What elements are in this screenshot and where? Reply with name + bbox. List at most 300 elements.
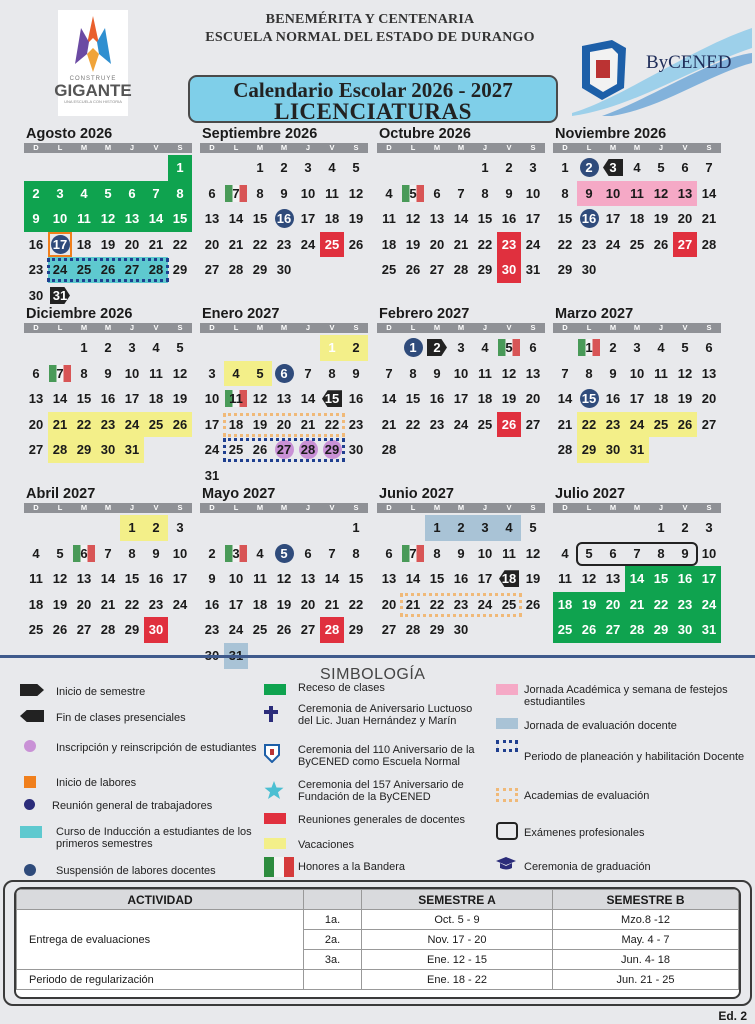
calendar-day: 22: [577, 412, 601, 438]
calendar-day: 23: [96, 412, 120, 438]
calendar-day: 23: [601, 412, 625, 438]
calendar-day: 20: [204, 236, 220, 252]
calendar-day: 14: [625, 566, 649, 592]
calendar-day: 4: [256, 545, 264, 561]
calendar-day: 14: [228, 211, 244, 227]
calendar-day: 1: [80, 340, 88, 355]
month-name: Diciembre 2026: [26, 306, 133, 322]
calendar-day: 30: [276, 262, 292, 278]
day-header: S: [706, 503, 712, 512]
day-header: V: [329, 503, 335, 512]
legend-label: Ceremonia del 157 Aniversario de Fundación de la ByCENED: [298, 779, 464, 803]
day-header: S: [353, 323, 359, 332]
calendar-day: 15: [429, 571, 445, 587]
calendar-day: 2: [425, 335, 449, 361]
calendar-day: 17: [204, 416, 220, 432]
month-name: Abril 2027: [26, 486, 96, 502]
day-header: D: [209, 323, 215, 332]
day-header: M: [433, 323, 441, 332]
calendar-day: 20: [601, 592, 625, 618]
calendar-day: 29: [348, 622, 364, 638]
calendar-day: 26: [653, 236, 669, 252]
calendar-day: 17: [477, 571, 493, 587]
calendar-day: 14: [52, 391, 68, 407]
calendar-day: 27: [701, 416, 717, 432]
calendar-day: 10: [48, 206, 72, 232]
calendar-day: 3: [128, 340, 136, 355]
calendar-day: 19: [276, 596, 292, 612]
calendar-day: 15: [649, 566, 673, 592]
legend-label: Jornada de evaluación docente: [524, 720, 677, 732]
calendar-day: 16: [673, 566, 697, 592]
calendar-day: 5: [272, 541, 296, 567]
month-0: [24, 126, 192, 309]
table-header-number: [304, 890, 362, 910]
day-header: V: [682, 323, 688, 332]
calendar-day: 3: [208, 365, 216, 381]
calendar-day: 24: [453, 416, 469, 432]
calendar-day: 26: [96, 257, 120, 283]
day-header: L: [586, 143, 592, 152]
calendar-day: 4: [224, 361, 248, 387]
calendar-day: 10: [629, 365, 645, 381]
calendar-day: 1: [168, 155, 192, 181]
calendar-day: 16: [148, 571, 164, 587]
arrow-left-icon: [20, 710, 44, 722]
calendar-day: 10: [204, 391, 220, 407]
calendar-day: 18: [497, 566, 521, 592]
calendar-day: 6: [72, 541, 96, 567]
calendar-day: 5: [96, 181, 120, 207]
calendar-day: 16: [28, 236, 44, 252]
star-icon: [264, 781, 284, 804]
day-header: J: [658, 503, 664, 512]
calendar-day: 19: [653, 211, 669, 227]
calendar-day: 19: [348, 211, 364, 227]
calendar-day: 22: [124, 596, 140, 612]
day-header: V: [506, 503, 512, 512]
calendar-day: 28: [453, 262, 469, 278]
calendar-day: 19: [677, 391, 693, 407]
day-header: M: [433, 143, 441, 152]
calendar-day: 17: [172, 571, 188, 587]
day-header: L: [233, 323, 239, 332]
month-name: Enero 2027: [202, 306, 280, 322]
calendar-day: 20: [276, 416, 292, 432]
calendar-day: 4: [32, 545, 40, 561]
day-grid: [377, 515, 545, 643]
legend-label: Academias de evaluación: [524, 790, 650, 802]
calendar-day: 6: [304, 545, 312, 561]
day-header: D: [33, 323, 39, 332]
calendar-day: 26: [673, 412, 697, 438]
calendar-day: 18: [553, 592, 577, 618]
calendar-day: 22: [324, 416, 340, 432]
legend-label: Inicio de labores: [56, 777, 137, 789]
calendar-day: 8: [352, 545, 360, 561]
calendar-day: 26: [577, 617, 601, 643]
table-row: [17, 970, 739, 990]
day-header: M: [80, 323, 88, 332]
day-header-row: [24, 323, 192, 333]
day-header-row: [200, 323, 368, 333]
day-header: J: [482, 143, 488, 152]
rounded-box-icon: [496, 822, 518, 840]
day-header: S: [177, 143, 183, 152]
calendar-day: 7: [385, 365, 393, 381]
calendar-day: 10: [453, 365, 469, 381]
calendar-day: 27: [28, 442, 44, 458]
day-header-row: [553, 503, 721, 513]
legend-label: Ceremonia del 110 Aniversario de la ByCENED como Escuela Normal: [298, 744, 475, 768]
calendar-day: 11: [29, 571, 43, 587]
calendar-day: 27: [381, 622, 397, 638]
calendar-day: 15: [76, 391, 92, 407]
month-11: [553, 486, 721, 643]
calendar-day: 24: [48, 257, 72, 283]
calendar-day: 9: [280, 185, 288, 201]
calendar-day: 9: [681, 545, 689, 561]
legend-label: Inicio de semestre: [56, 686, 146, 698]
calendar-day: 13: [76, 571, 92, 587]
calendar-day: 16: [453, 571, 469, 587]
calendar-day: 12: [276, 571, 292, 587]
divider: [0, 655, 755, 658]
day-header: M: [609, 143, 617, 152]
calendar-day: 29: [172, 262, 188, 278]
calendar-day: 19: [52, 596, 68, 612]
calendar-day: 20: [525, 391, 541, 407]
legend-title: SIMBOLOGÍA: [320, 666, 426, 683]
calendar-day: 6: [681, 160, 689, 175]
calendar-day: 15: [252, 211, 268, 227]
calendar-day: 29: [577, 437, 601, 463]
calendar-day: 4: [633, 160, 641, 175]
day-header: J: [129, 143, 135, 152]
calendar-day: 15: [124, 571, 140, 587]
day-header-row: [24, 143, 192, 153]
calendar-day: 9: [609, 365, 617, 381]
legend-label: Periodo de planeación y habilitación Docente: [524, 751, 745, 763]
calendar-day: 13: [276, 391, 292, 407]
day-header-row: [377, 323, 545, 333]
day-header: D: [562, 503, 568, 512]
calendar-day: 26: [525, 596, 541, 612]
day-header: M: [104, 323, 112, 332]
calendar-day: 8: [80, 365, 88, 381]
calendar-day: 4: [152, 340, 160, 355]
calendar-day: 30: [497, 257, 521, 283]
calendar-day: 25: [320, 232, 344, 258]
day-header: S: [530, 503, 536, 512]
bycened-wordmark: ByCENED: [646, 52, 732, 73]
table-cell-semestre-a: Ene. 12 - 15: [362, 950, 553, 970]
calendar-day: 18: [76, 236, 92, 252]
calendar-day: 7: [144, 181, 168, 207]
calendar-day: 16: [501, 211, 517, 227]
table-cell-number: 3a.: [304, 950, 362, 970]
calendar-day: 5: [497, 335, 521, 361]
day-header: S: [530, 323, 536, 332]
calendar-day: 22: [477, 236, 493, 252]
calendar-day: 19: [501, 391, 517, 407]
day-header: M: [80, 143, 88, 152]
blue-dotted-icon: [496, 740, 518, 752]
day-header-row: [553, 143, 721, 153]
calendar-day: 5: [657, 160, 665, 175]
calendar-day: 21: [300, 416, 316, 432]
calendar-day: 9: [104, 365, 112, 381]
day-header: M: [256, 323, 264, 332]
red-rect-icon: [264, 813, 286, 824]
calendar-day: 6: [272, 361, 296, 387]
calendar-day: 2: [208, 545, 216, 561]
day-header: D: [386, 323, 392, 332]
calendar-day: 15: [168, 206, 192, 232]
calendar-day: 24: [300, 236, 316, 252]
calendar-day: 26: [168, 412, 192, 438]
day-header: D: [386, 143, 392, 152]
day-grid: [377, 335, 545, 463]
calendar-day: 11: [253, 571, 267, 587]
calendar-day: 13: [381, 571, 397, 587]
calendar-day: 24: [525, 236, 541, 252]
month-1: [200, 126, 368, 283]
calendar-day: 8: [433, 545, 441, 561]
day-header: J: [129, 503, 135, 512]
day-header: S: [706, 143, 712, 152]
calendar-day: 23: [148, 596, 164, 612]
calendar-day: 14: [324, 571, 340, 587]
calendar-day: 21: [324, 596, 340, 612]
calendar-title: Calendario Escolar 2026 - 2027: [233, 78, 513, 102]
month-name: Febrero 2027: [379, 306, 470, 322]
day-header: V: [329, 323, 335, 332]
calendar-day: 28: [381, 442, 397, 458]
day-header: V: [153, 143, 159, 152]
month-3: [553, 126, 721, 283]
day-header: J: [482, 503, 488, 512]
calendar-day: 28: [100, 622, 116, 638]
day-header: M: [633, 323, 641, 332]
calendar-day: 29: [124, 622, 140, 638]
calendar-day: 2: [449, 515, 473, 541]
calendar-day: 20: [701, 391, 717, 407]
calendar-day: 30: [348, 442, 364, 458]
legend-label: Reuniones generales de docentes: [298, 814, 465, 826]
calendar-day: 9: [577, 181, 601, 207]
calendar-day: 18: [228, 416, 244, 432]
legend-label: Honores a la Bandera: [298, 861, 406, 873]
month-6: [377, 306, 545, 463]
legend-label: Ceremonia de graduación: [524, 861, 651, 873]
pink-dot-icon: [24, 740, 36, 752]
calendar-day: 11: [502, 545, 516, 561]
calendar-day: 29: [72, 437, 96, 463]
calendar-day: 5: [529, 520, 537, 535]
calendar-day: 21: [228, 236, 244, 252]
calendar-day: 11: [558, 571, 572, 587]
calendar-day: 23: [581, 236, 597, 252]
calendar-day: 31: [697, 617, 721, 643]
calendar-day: 15: [348, 571, 364, 587]
calendar-day: 17: [697, 566, 721, 592]
calendar-day: 11: [149, 365, 163, 381]
day-header: L: [410, 143, 416, 152]
table-cell-semestre-a: Oct. 5 - 9: [362, 910, 553, 930]
table-header-semestre-b: SEMESTRE B: [553, 890, 739, 910]
calendar-day: 3: [304, 160, 312, 175]
calendar-day: 3: [176, 520, 184, 535]
calendar-day: 28: [405, 622, 421, 638]
calendar-day: 28: [320, 617, 344, 643]
calendar-day: 17: [629, 391, 645, 407]
calendar-day: 12: [172, 365, 188, 381]
day-header: M: [633, 143, 641, 152]
calendar-day: 13: [673, 181, 697, 207]
calendar-day: 31: [525, 262, 541, 278]
day-header: D: [562, 143, 568, 152]
calendar-day: 29: [320, 437, 344, 463]
calendar-day: 2: [144, 515, 168, 541]
calendar-day: 13: [429, 211, 445, 227]
day-header: J: [482, 323, 488, 332]
calendar-day: 17: [124, 391, 140, 407]
calendar-day: 9: [24, 206, 48, 232]
day-header-row: [377, 143, 545, 153]
table-cell-semestre-b: Jun. 21 - 25: [553, 970, 739, 990]
calendar-day: 27: [601, 617, 625, 643]
calendar-day: 15: [477, 211, 493, 227]
day-grid: [200, 155, 368, 283]
calendar-day: 9: [433, 365, 441, 381]
calendar-day: 27: [300, 622, 316, 638]
calendar-day: 21: [381, 416, 397, 432]
month-2: [377, 126, 545, 283]
month-10: [377, 486, 545, 643]
day-header: D: [386, 503, 392, 512]
calendar-day: 29: [477, 262, 493, 278]
month-name: Junio 2027: [379, 486, 454, 502]
shield-icon: [264, 743, 280, 768]
calendar-day: 12: [96, 206, 120, 232]
day-grid: [553, 515, 721, 643]
calendar-day: 30: [28, 287, 44, 303]
day-header: V: [506, 323, 512, 332]
day-header-row: [200, 503, 368, 513]
calendar-day: 25: [28, 622, 44, 638]
day-header: J: [305, 503, 311, 512]
calendar-day: 20: [28, 416, 44, 432]
table-cell-number: [304, 970, 362, 990]
calendar-day: 18: [324, 211, 340, 227]
calendar-day: 19: [577, 592, 601, 618]
calendar-day: 2: [609, 340, 617, 355]
calendar-day: 1: [256, 160, 264, 175]
calendar-day: 22: [252, 236, 268, 252]
day-header: M: [280, 503, 288, 512]
logo-tagline: UNA ESCUELA CON HISTORIA: [64, 99, 122, 104]
legend-label: Exámenes profesionales: [524, 827, 645, 839]
calendar-day: 28: [625, 617, 649, 643]
month-name: Marzo 2027: [555, 306, 634, 322]
title-box: [188, 75, 558, 123]
calendar-day: 3: [601, 155, 625, 181]
calendar-day: 10: [601, 181, 625, 207]
calendar-day: 25: [477, 416, 493, 432]
table-row: [17, 910, 739, 930]
calendar-day: 21: [557, 416, 573, 432]
day-header: M: [80, 503, 88, 512]
day-grid: [24, 335, 192, 463]
month-name: Noviembre 2026: [555, 126, 667, 142]
day-header: D: [33, 503, 39, 512]
calendar-day: 2: [344, 335, 368, 361]
month-4: [24, 306, 192, 463]
calendar-day: 14: [100, 571, 116, 587]
calendar-day: 18: [653, 391, 669, 407]
calendar-day: 3: [633, 340, 641, 355]
calendar-day: 3: [224, 541, 248, 567]
calendar-day: 2: [577, 155, 601, 181]
calendar-day: 7: [561, 365, 569, 381]
orange-dotted-icon: [496, 788, 518, 802]
day-header: D: [209, 503, 215, 512]
calendar-day: 2: [104, 340, 112, 355]
calendar-day: 6: [120, 181, 144, 207]
calendar-day: 23: [276, 236, 292, 252]
calendar-day: 7: [224, 181, 248, 207]
day-header: L: [586, 323, 592, 332]
calendar-day: 4: [561, 545, 569, 561]
table-cell-semestre-a: Ene. 18 - 22: [362, 970, 553, 990]
calendar-day: 22: [557, 236, 573, 252]
day-header: S: [530, 143, 536, 152]
calendar-day: 5: [56, 545, 64, 561]
calendar-day: 30: [601, 437, 625, 463]
calendar-day: 8: [657, 545, 665, 561]
calendar-day: 18: [252, 596, 268, 612]
table-cell-semestre-b: May. 4 - 7: [553, 930, 739, 950]
calendar-day: 28: [701, 236, 717, 252]
day-header: S: [177, 323, 183, 332]
calendar-day: 28: [296, 437, 320, 463]
day-header: D: [562, 323, 568, 332]
day-header: V: [329, 143, 335, 152]
calendar-day: 31: [120, 437, 144, 463]
calendar-day: 16: [100, 391, 116, 407]
table-cell-activity: Periodo de regularización: [17, 970, 304, 990]
calendar-day: 12: [501, 365, 517, 381]
day-header: M: [280, 143, 288, 152]
legend-label: Vacaciones: [298, 839, 355, 851]
arrow-right-icon: [20, 684, 44, 696]
day-header-row: [553, 323, 721, 333]
calendar-day: 17: [605, 211, 621, 227]
calendar-day: 21: [100, 596, 116, 612]
calendar-day: 25: [72, 257, 96, 283]
day-header: M: [256, 143, 264, 152]
calendar-day: 29: [649, 617, 673, 643]
day-grid: [200, 335, 368, 489]
calendar-day: 24: [477, 596, 493, 612]
calendar-day: 19: [100, 236, 116, 252]
calendar-day: 28: [144, 257, 168, 283]
calendar-day: 8: [585, 365, 593, 381]
calendar-day: 30: [96, 437, 120, 463]
month-9: [200, 486, 368, 669]
calendar-day: 17: [525, 211, 541, 227]
